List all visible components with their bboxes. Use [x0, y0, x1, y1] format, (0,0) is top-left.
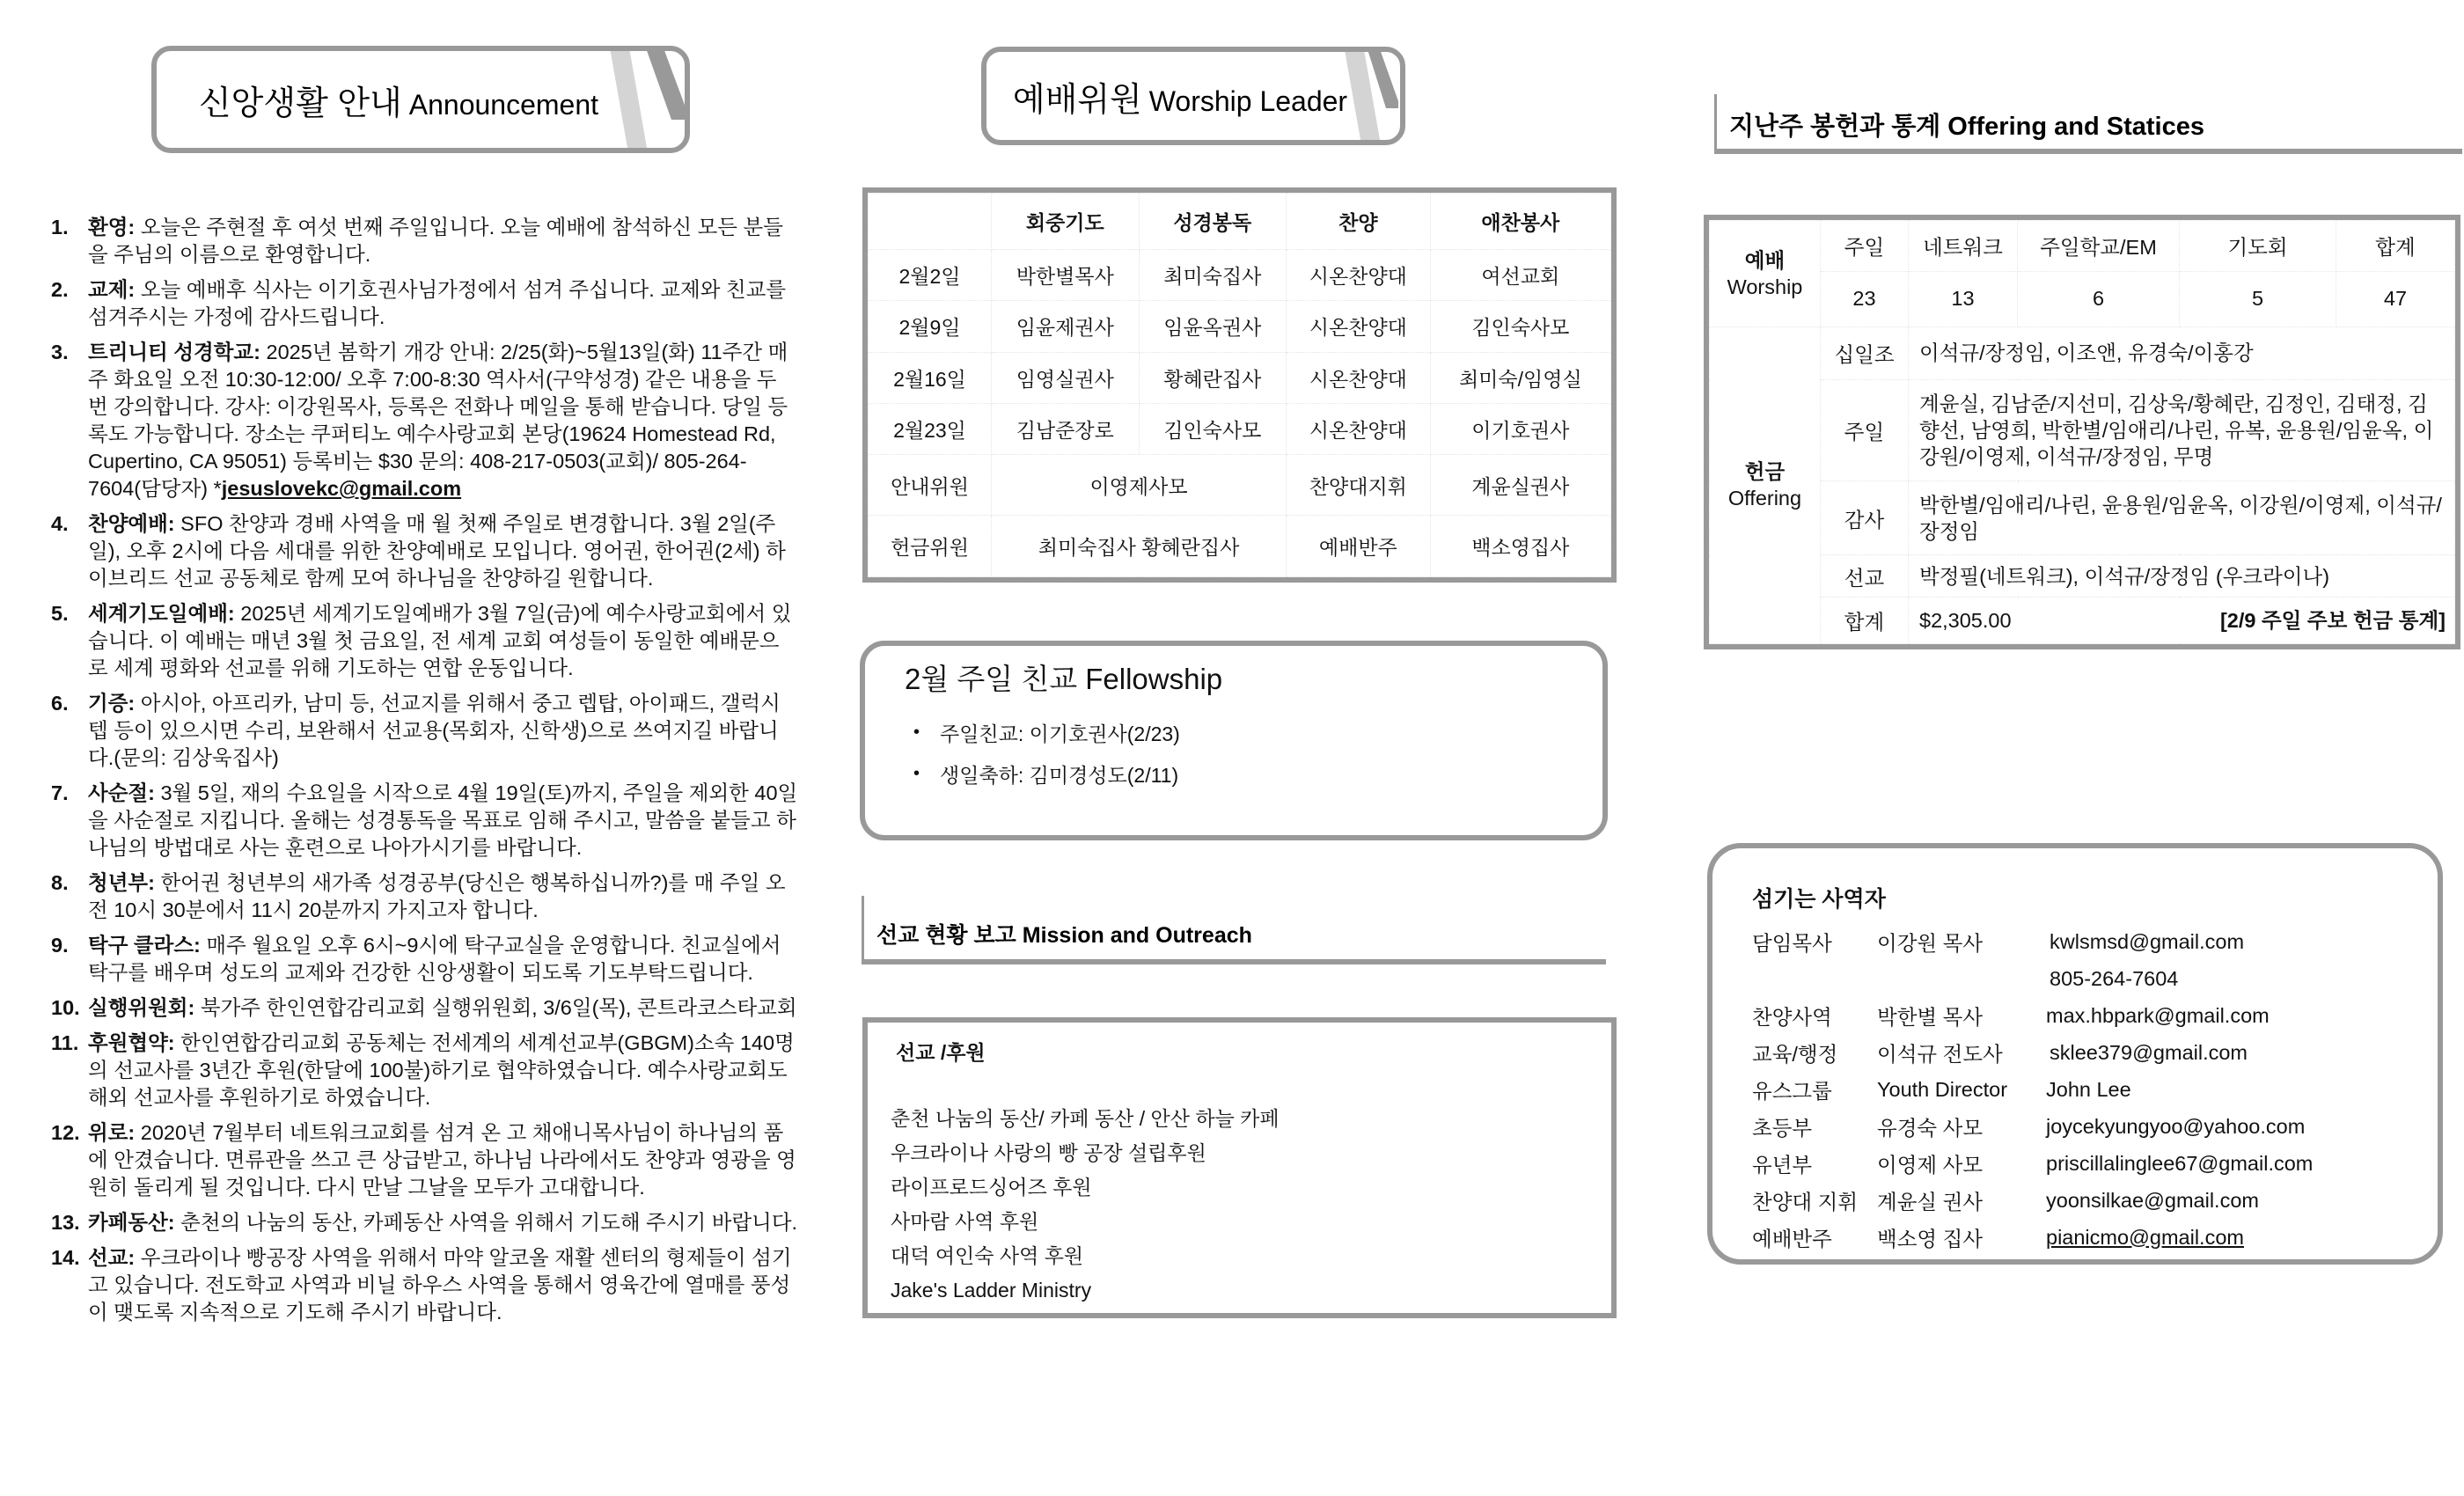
offering-ushers-names: 최미숙집사 황혜란집사: [992, 516, 1287, 577]
assignee-cell: 최미숙/임영실: [1430, 352, 1610, 403]
offering-names: 계윤실, 김남준/지선미, 김상욱/황혜란, 김정인, 김태정, 김향선, 남영희, 박한별/임애리/나린, 유복, 윤용원/임윤옥, 이강원/이영제, 이석규/장정임, 무명: [1909, 379, 2455, 481]
announcement-title-ko: 신앙생활 안내: [198, 84, 402, 122]
item-label: 카페동산:: [88, 1211, 175, 1234]
announcement-item: [51, 510, 799, 592]
header-cell: 회중기도: [992, 194, 1140, 250]
announcement-item: [51, 1244, 799, 1326]
assignee-cell: 김남준장로: [992, 403, 1140, 454]
ushers-row: [869, 455, 1611, 516]
header-cell: 애찬봉사: [1430, 194, 1610, 250]
worship-label-en: Worship: [1727, 275, 1803, 298]
servant-row: [1752, 1034, 2313, 1071]
offering-section-header: 지난주 봉헌과 통계 Offering and Statices: [1714, 94, 2462, 154]
item-text: 매주 월요일 오후 6시~9시에 탁구교실을 운영합니다. 친교실에서 탁구를 배우며 성도의 교제와 건강한 신앙생활이 되도록 기도부탁드립니다.: [88, 934, 781, 984]
attendance-header: 합계: [2336, 221, 2455, 272]
servant-row: [1752, 1182, 2313, 1219]
item-label: 환영:: [88, 216, 136, 238]
item-number: 2.: [51, 278, 69, 301]
offering-label-ko: 헌금: [1744, 460, 1786, 484]
worship-leader-title-ko: 예배위원: [1012, 81, 1142, 119]
worship-label-ko: 예배: [1744, 248, 1786, 272]
announcement-item: [51, 600, 799, 682]
item-text: 북가주 한인연합감리교회 실행위원회, 3/6일(목), 콘트라코스타교회: [200, 996, 797, 1019]
bullet-icon: •: [913, 722, 920, 742]
accompanist-name: 백소영집사: [1430, 516, 1610, 577]
servant-role: 예배반주: [1752, 1228, 1832, 1250]
attendance-value: 6: [2018, 271, 2180, 326]
announcement-item: [51, 690, 799, 772]
attendance-value: 13: [1909, 271, 2018, 326]
item-label: 트리니티 성경학교:: [88, 341, 260, 363]
offering-total-row: [1710, 598, 2455, 644]
servant-email[interactable]: yoonsilkae@gmail.com: [2046, 1188, 2259, 1212]
mission-box: [862, 1017, 1617, 1318]
worship-leader-row: [869, 301, 1611, 352]
mission-item: 대덕 여인숙 사역 후원: [891, 1244, 1084, 1267]
item-body: [88, 339, 799, 502]
servant-name: 이석규 전도사: [1877, 1043, 2003, 1066]
servant-email[interactable]: priscillalinglee67@gmail.com: [2046, 1151, 2314, 1175]
header-cell: 찬양: [1287, 194, 1431, 250]
servant-email[interactable]: max.hbpark@gmail.com: [2046, 1003, 2270, 1027]
servants-box: [1707, 843, 2443, 1265]
announcement-title-en: Announcement: [408, 88, 599, 121]
worship-leader-title: [1013, 72, 1347, 121]
offering-table: [1709, 220, 2455, 644]
worship-leader-table-frame: [862, 187, 1617, 583]
item-label: 후원협약:: [88, 1031, 175, 1054]
item-text: 오늘 예배후 식사는 이기호권사님가정에서 섬겨 주십니다. 교제와 친교를 섬겨주시는 가정에 감사드립니다.: [88, 278, 787, 328]
item-label: 선교:: [88, 1246, 136, 1269]
row-label: 헌금위원: [869, 516, 992, 577]
total-note: [2/9 주일 주보 헌금 통계]: [2219, 609, 2446, 633]
item-number: 10.: [51, 996, 80, 1019]
assignee-cell: 시온찬양대: [1287, 301, 1431, 352]
mission-item: 우크라이나 사랑의 빵 공장 설립후원: [891, 1141, 1206, 1164]
assignee-cell: 황혜란집사: [1139, 352, 1287, 403]
offering-row: [1710, 481, 2455, 555]
item-number: 4.: [51, 512, 69, 535]
attendance-value: 5: [2180, 271, 2336, 326]
item-body: [88, 214, 799, 268]
servant-row: [1752, 1071, 2313, 1108]
offering-names: 박한별/임애리/나린, 윤용원/임윤옥, 이강원/이영제, 이석규/장정임: [1909, 481, 2455, 555]
assignee-cell: 이기호권사: [1430, 403, 1610, 454]
item-text: 2020년 7월부터 네트워크교회를 섬겨 온 고 채애니목사님이 하나님의 품에 안겼습니다. 면류관을 쓰고 큰 상급받고, 하나님 나라에서도 찬양과 영광을 영원히 돌리게 될 것입니다. 다시 만날 그날을 모두가 고대합니다.: [88, 1121, 796, 1199]
servant-name: 백소영 집사: [1877, 1228, 1984, 1250]
announcement-title: [199, 76, 598, 124]
worship-leader-header-row: [869, 194, 1611, 250]
assignee-cell: 시온찬양대: [1287, 250, 1431, 301]
offering-type: 감사: [1821, 481, 1909, 555]
announcement-item: [51, 276, 799, 331]
servants-list: [1752, 923, 2313, 1256]
offering-table-frame: [1704, 215, 2460, 649]
assignee-cell: 임영실권사: [992, 352, 1140, 403]
assignee-cell: 시온찬양대: [1287, 403, 1431, 454]
assignee-cell: 김인숙사모: [1430, 301, 1610, 352]
servant-row: [1752, 923, 2313, 960]
servant-email[interactable]: sklee379@gmail.com: [2050, 1040, 2248, 1064]
accompanist-label: 예배반주: [1287, 516, 1431, 577]
announcement-item: [51, 1030, 799, 1111]
item-body: [88, 932, 799, 986]
mission-section-header: 선교 현황 보고 Mission and Outreach: [862, 896, 1606, 964]
date-cell: 2월23일: [869, 403, 992, 454]
item-label: 탁구 클라스:: [88, 934, 201, 957]
worship-leader-row: [869, 250, 1611, 301]
item-number: 12.: [51, 1121, 80, 1144]
header-cell: [869, 194, 992, 250]
assignee-cell: 김인숙사모: [1139, 403, 1287, 454]
item-number: 11.: [51, 1031, 79, 1054]
offering-type: 주일: [1821, 379, 1909, 481]
item-text: 한어권 청년부의 새가족 성경공부(당신은 행복하십니까?)를 매 주일 오전 10시 30분에서 11시 20분까지 가지고자 합니다.: [88, 871, 786, 921]
fellowship-text: 생일축하: 김미경성도(2/11): [940, 764, 1179, 787]
fellowship-title: 2월 주일 친교 Fellowship: [905, 663, 1223, 695]
item-number: 6.: [51, 692, 69, 715]
date-cell: 2월9일: [869, 301, 992, 352]
announcement-list: [51, 214, 799, 1334]
announcement-banner: [151, 46, 690, 153]
offering-names: 이석규/장정임, 이조앤, 유경숙/이홍강: [1909, 326, 2455, 379]
ushers-name: 이영제사모: [992, 455, 1287, 516]
announcement-item: [51, 1209, 799, 1236]
item-label: 실행위원회:: [88, 996, 195, 1019]
servant-role: 교육/행정: [1752, 1043, 1838, 1066]
servant-name: Youth Director: [1877, 1077, 2008, 1101]
servant-name: 계윤실 권사: [1877, 1191, 1984, 1214]
attendance-value: 47: [2336, 271, 2455, 326]
item-number: 3.: [51, 341, 69, 363]
announcement-item: [51, 339, 799, 502]
servant-role: 초등부: [1752, 1117, 1813, 1140]
item-text: 오늘은 주현절 후 여섯 번째 주일입니다. 오늘 예배에 참석하신 모든 분들을 주님의 이름으로 환영합니다.: [88, 216, 783, 266]
mission-item: Jake's Ladder Ministry: [891, 1279, 1092, 1302]
servant-email[interactable]: pianicmo@gmail.com: [2046, 1225, 2244, 1249]
item-label: 교제:: [88, 278, 136, 301]
item-text: 한인연합감리교회 공동체는 전세계의 세계선교부(GBGM)소속 140명의 선교사를 3년간 후원(한달에 100불)하기로 협약하였습니다. 예수사랑교회도 해외 선교사를 후원하기로 하였습니다.: [88, 1031, 795, 1109]
item-body: [88, 600, 799, 682]
item-text: SFO 찬양과 경배 사역을 매 월 첫째 주일로 변경합니다. 3월 2일(주일), 오후 2시에 다음 세대를 위한 찬양예배로 모입니다. 영어권, 한어권(2세) 하이브리드 선교 공동체로 함께 모여 하나님을 찬양하길 원합니다.: [88, 512, 786, 590]
servant-row: [1752, 1145, 2313, 1182]
item-body: [88, 780, 799, 862]
announcement-item: [51, 1119, 799, 1201]
item-body: [88, 1244, 799, 1326]
item-body: [88, 1119, 799, 1201]
servant-name: 이강원 목사: [1877, 932, 1984, 955]
item-body: [88, 869, 799, 924]
worship-leader-table: [868, 193, 1611, 577]
assignee-cell: 임윤제권사: [992, 301, 1140, 352]
total-value: $2,305.00: [1919, 609, 2012, 633]
item-text: 우크라이나 빵공장 사역을 위해서 마약 알코올 재활 센터의 형제들이 섬기고 있습니다. 전도학교 사역과 비닐 하우스 사역을 통해서 영육간에 열매를 풍성이 맺도록 지속적으로 기도해 주시기 바랍니다.: [88, 1246, 792, 1324]
assignee-cell: 임윤옥권사: [1139, 301, 1287, 352]
offering-row: [1710, 326, 2455, 379]
offering-ushers-row: [869, 516, 1611, 577]
announcement-item: [51, 932, 799, 986]
email-link[interactable]: jesuslovekc@gmail.com: [221, 477, 462, 500]
servant-row: [1752, 997, 2313, 1034]
item-body: [88, 1209, 799, 1236]
offering-type: 십일조: [1821, 326, 1909, 379]
item-body: [88, 276, 799, 331]
servant-row: [1752, 1108, 2313, 1145]
servant-role: 찬양대 지휘: [1752, 1191, 1859, 1214]
total-label: 합계: [1821, 598, 1909, 644]
banner-fold-corner: [645, 46, 689, 134]
offering-row: [1710, 555, 2455, 598]
item-body: [88, 994, 799, 1022]
fellowship-item: [913, 753, 1180, 795]
announcement-item: [51, 994, 799, 1022]
servant-row: [1752, 1219, 2313, 1256]
assignee-cell: 시온찬양대: [1287, 352, 1431, 403]
assignee-cell: 박한별목사: [992, 250, 1140, 301]
date-cell: 2월2일: [869, 250, 992, 301]
fellowship-list: [913, 712, 1180, 795]
item-number: 5.: [51, 602, 69, 625]
header-cell: 성경봉독: [1139, 194, 1287, 250]
worship-leader-row: [869, 352, 1611, 403]
announcement-item: [51, 869, 799, 924]
item-body: [88, 690, 799, 772]
servant-email[interactable]: kwlsmsd@gmail.com: [2050, 929, 2245, 953]
fellowship-box: [860, 641, 1608, 840]
item-label: 위로:: [88, 1121, 136, 1144]
item-text: 2025년 세계기도일예배가 3월 7일(금)에 예수사랑교회에서 있습니다. 이 예배는 매년 3월 첫 금요일, 전 세계 교회 여성들이 동일한 예배문으로 세계 평화와 선교를 위해 기도하는 연합 운동입니다.: [88, 602, 792, 679]
announcement-item: [51, 780, 799, 862]
item-number: 8.: [51, 871, 69, 894]
servant-role: 담임목사: [1752, 932, 1832, 955]
total-cell: [1909, 598, 2455, 644]
servant-contact: 805-264-7604: [2050, 966, 2179, 990]
choir-conductor-name: 계윤실권사: [1430, 455, 1610, 516]
mission-item: 사마람 사역 후원: [891, 1210, 1039, 1233]
servant-role: 찬양사역: [1752, 1006, 1832, 1029]
offering-names: 박정필(네트워크), 이석규/장정임 (우크라이나): [1909, 555, 2455, 598]
offering-category: [1710, 326, 1821, 643]
item-label: 사순절:: [88, 781, 155, 804]
assignee-cell: 여선교회: [1430, 250, 1610, 301]
attendance-header: 네트워크: [1909, 221, 2018, 272]
mission-item: 라이프로드싱어즈 후원: [891, 1176, 1092, 1199]
attendance-header-row: [1710, 221, 2455, 272]
row-label: 안내위원: [869, 455, 992, 516]
item-number: 1.: [51, 216, 69, 238]
item-text: 춘천의 나눔의 동산, 카페동산 사역을 위해서 기도해 주시기 바랍니다.: [180, 1211, 798, 1234]
worship-leader-banner: [981, 47, 1405, 145]
item-text: 아시아, 아프리카, 남미 등, 선교지를 위해서 중고 렙탑, 아이패드, 갤럭시텝 등이 있으시면 수리, 보완해서 선교용(목회자, 신학생)으로 쓰여지길 바랍니다.(문의: 김상욱집사): [88, 692, 781, 769]
worship-category: [1710, 221, 1821, 327]
choir-conductor-label: 찬양대지휘: [1287, 455, 1431, 516]
item-label: 기증:: [88, 692, 136, 715]
worship-leader-row: [869, 403, 1611, 454]
mission-item: 춘천 나눔의 동산/ 카페 동산 / 안산 하늘 카페: [891, 1107, 1280, 1130]
servant-row: [1752, 960, 2313, 997]
fellowship-text: 주일친교: 이기호권사(2/23): [940, 722, 1180, 745]
banner-fold-corner: [1367, 47, 1402, 117]
servant-email[interactable]: joycekyungyoo@yahoo.com: [2046, 1114, 2306, 1138]
attendance-value-row: [1710, 271, 2455, 326]
attendance-header: 주일: [1821, 221, 1909, 272]
item-text: 3월 5일, 재의 수요일을 시작으로 4월 19일(토)까지, 주일을 제외한 40일을 사순절로 지킵니다. 올해는 성경통독을 목표로 임해 주시고, 말씀을 붙들고 하나님의 방법대로 사는 훈련으로 나아가시기를 바랍니다.: [88, 781, 798, 859]
item-number: 13.: [51, 1211, 80, 1234]
item-label: 세계기도일예배:: [88, 602, 235, 625]
item-number: 14.: [51, 1246, 80, 1269]
offering-label-en: Offering: [1727, 487, 1802, 510]
item-number: 9.: [51, 934, 69, 957]
servant-name: 이영제 사모: [1877, 1154, 1984, 1177]
item-body: [88, 1030, 799, 1111]
offering-row: [1710, 379, 2455, 481]
servant-contact: John Lee: [2046, 1077, 2131, 1101]
attendance-header: 주일학교/EM: [2018, 221, 2180, 272]
item-label: 찬양예배:: [88, 512, 175, 535]
item-text: 2025년 봄학기 개강 안내: 2/25(화)~5월13일(화) 11주간 매주 화요일 오전 10:30-12:00/ 오후 7:00-8:30 역사서(구약성경) 같은 내용을 두 번 강의합니다. 강사: 이강원목사, 등록은 전화나 메일을 통해 받습니다. 당일 등록도 가능합니다. 장소는 쿠퍼티노 예수사랑교회 본당(19624 Homestead Rd, Cupertino, CA 95051) 등록비는 $30 문의: 408-217-0503(교회)/ 805-264-7604(담당자) *: [88, 341, 788, 500]
item-body: [88, 510, 799, 592]
item-label: 청년부:: [88, 871, 155, 894]
mission-list: [891, 1102, 1280, 1308]
mission-subheader: 선교 /후원: [896, 1041, 986, 1064]
assignee-cell: 최미숙집사: [1139, 250, 1287, 301]
bullet-icon: •: [913, 764, 920, 783]
fellowship-item: [913, 712, 1180, 753]
servant-role: 유스그룹: [1752, 1080, 1832, 1103]
offering-type: 선교: [1821, 555, 1909, 598]
servant-name: 박한별 목사: [1877, 1006, 1984, 1029]
servant-name: 유경숙 사모: [1877, 1117, 1984, 1140]
attendance-header: 기도회: [2180, 221, 2336, 272]
worship-leader-title-en: Worship Leader: [1148, 84, 1348, 117]
announcement-item: [51, 214, 799, 268]
date-cell: 2월16일: [869, 352, 992, 403]
servants-title: 섬기는 사역자: [1752, 887, 1886, 912]
servant-role: 유년부: [1752, 1154, 1813, 1177]
attendance-value: 23: [1821, 271, 1909, 326]
item-number: 7.: [51, 781, 69, 804]
